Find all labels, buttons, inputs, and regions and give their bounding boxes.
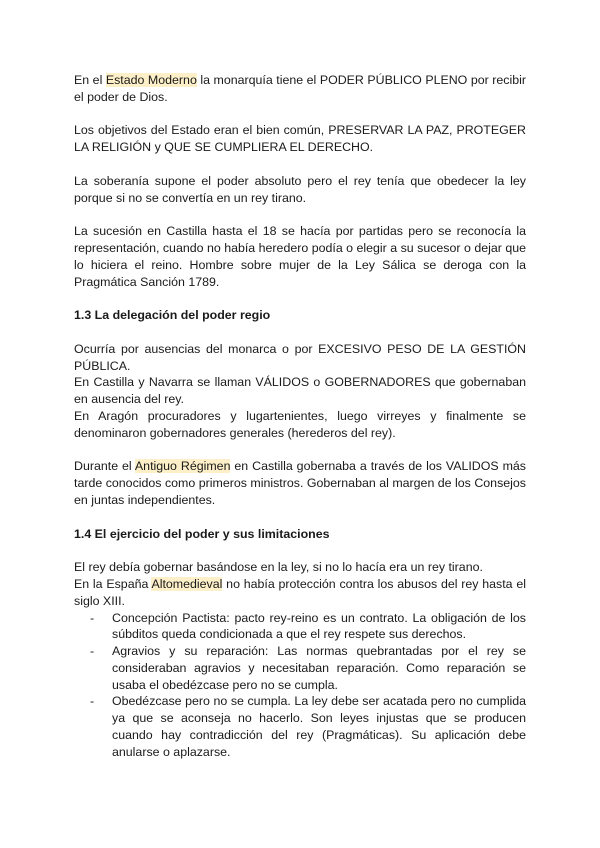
paragraph-castilla-navarra: En Castilla y Navarra se llaman VÁLIDOS o GOBERNADORES que gobernaban en ausencia del rey. xyxy=(74,375,526,407)
highlight-altomedieval: Altomedieval xyxy=(151,576,223,591)
limitations-list xyxy=(74,610,526,761)
dash-bullet: - xyxy=(90,694,95,709)
paragraph-estado-moderno xyxy=(74,72,526,106)
text: En el xyxy=(74,73,106,87)
text: la monarquía tiene el PODER PÚBLICO PLENO por recibir el poder de Dios. xyxy=(74,73,526,104)
list-item-text: Concepción Pactista: pacto rey-reino es un contrato. La obligación de los súbditos queda condicionada a que el rey respete sus derechos. xyxy=(112,610,526,642)
text: en Castilla gobernaba a través de los VALIDOS más tarde conocidos como primeros ministros. Gobernaban al margen de los Consejos en juntas independientes. xyxy=(74,459,526,507)
heading-1-3: 1.3 La delegación del poder regio xyxy=(74,308,271,323)
list-item xyxy=(74,643,526,693)
text: no había protección contra los abusos del rey hasta el siglo XIII. xyxy=(74,576,526,608)
dash-bullet: - xyxy=(90,644,95,659)
paragraph-antiguo-regimen xyxy=(74,458,526,508)
list-item-text: Obedézcase pero no se cumpla. La ley debe ser acatada pero no cumplida ya que se aconseja no hacerlo. Son leyes injustas que se producen cuando hay contradicción del rey (Pragmáticas). Su aplicación debe anularse o aplazarse. xyxy=(112,694,526,759)
list-item xyxy=(74,693,526,760)
paragraph-soberania: La soberanía supone el poder absoluto pero el rey tenía que obedecer la ley porque si no se convertía en un rey tirano. xyxy=(74,173,526,205)
paragraph-sucesion: La sucesión en Castilla hasta el 18 se hacía por partidas pero se reconocía la representación, cuando no había heredero podía o elegir a su sucesor o dejar que lo hiciera el reino. Hombre sobre mujer de la Ley Sálica se deroga con la Pragmática Sanción 1789. xyxy=(74,224,526,289)
paragraph-altomedieval xyxy=(74,576,526,610)
paragraph-ausencias: Ocurría por ausencias del monarca o por EXCESIVO PESO DE LA GESTIÓN PÚBLICA. xyxy=(74,341,526,373)
document-page xyxy=(74,72,526,761)
text: Durante el xyxy=(74,459,135,474)
text: En la España xyxy=(74,576,152,591)
highlight-antiguo-regimen: Antiguo Régimen xyxy=(134,459,231,474)
paragraph-objetivos: Los objetivos del Estado eran el bien común, PRESERVAR LA PAZ, PROTEGER LA RELIGIÓN y QUE SE CUMPLIERA EL DERECHO. xyxy=(74,123,526,155)
highlight-estado-moderno: Estado Moderno xyxy=(105,73,197,87)
dash-bullet: - xyxy=(90,610,95,625)
list-item-text: Agravios y su reparación: Las normas quebrantadas por el rey se consideraban agravios y necesitaban reparación. Como reparación se usaba el obedézcase pero no se cumpla. xyxy=(112,644,526,692)
paragraph-aragon: En Aragón procuradores y lugartenientes, luego virreyes y finalmente se denominaron gobernadores generales (herederos del rey). xyxy=(74,408,526,440)
list-item xyxy=(74,610,526,644)
heading-1-4: 1.4 El ejercicio del poder y sus limitaciones xyxy=(74,526,330,541)
paragraph-gobernar-ley: El rey debía gobernar basándose en la ley, si no lo hacía era un rey tirano. xyxy=(74,560,483,575)
